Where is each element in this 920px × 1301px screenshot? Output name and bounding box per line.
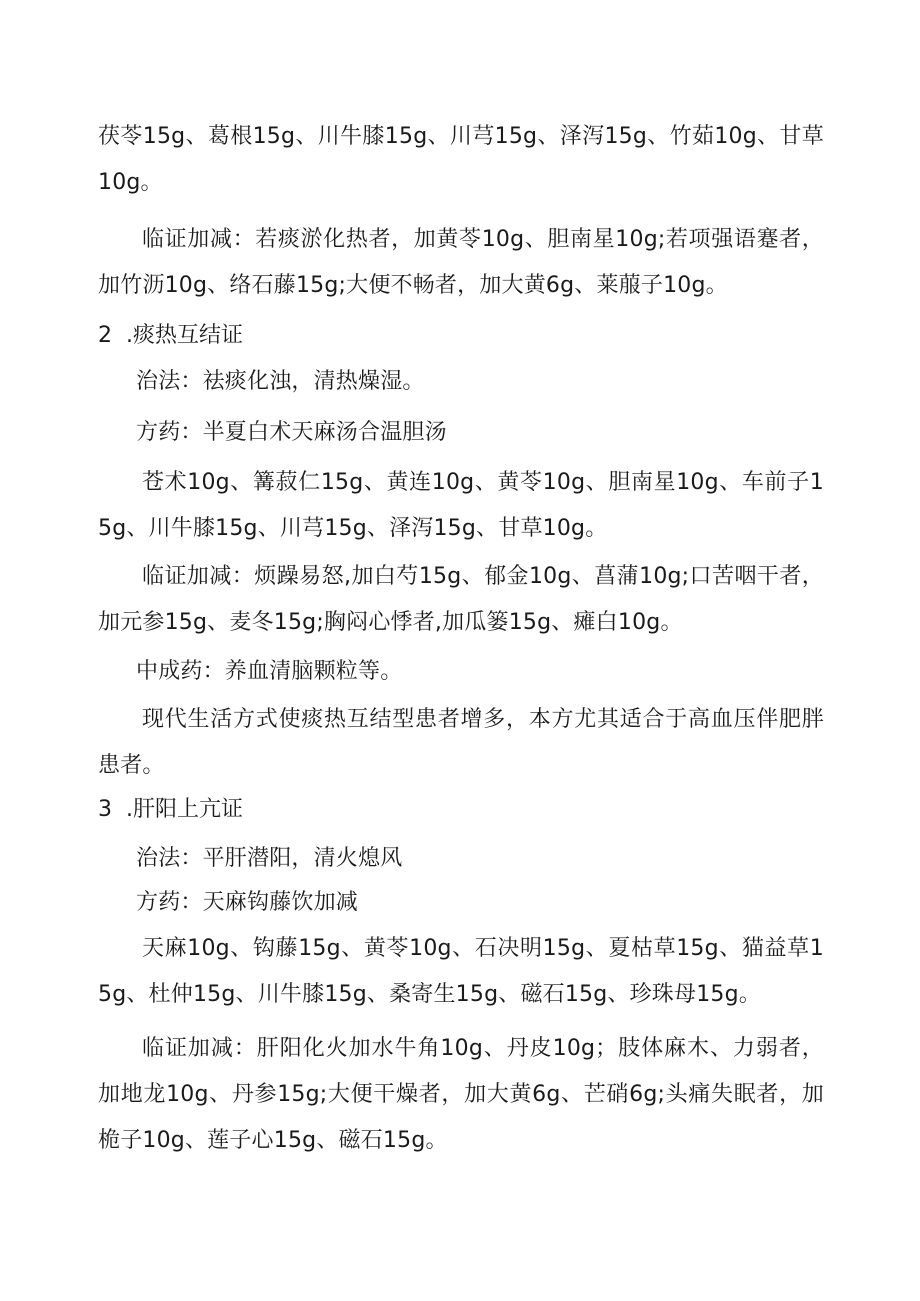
section2-treatment: 治法：祛痰化浊，清热燥湿。 [136,369,425,394]
section3-herbs: 天麻10g、钩藤15g、黄苓10g、石决明15g、夏枯草15g、猫益草15g、杜仲15g、川牛膝15g、桑寄生15g、磁石15g、珍珠母15g。 [98,936,824,1007]
section3-formula: 方药：天麻钩藤饮加减 [136,890,359,915]
section2-note: 现代生活方式使痰热互结型患者增多，本方尤其适合于高血压伴肥胖患者。 [98,707,824,778]
section3-number: 3 [98,797,112,822]
section2-number: 2 [98,323,112,348]
section3-heading [98,787,243,833]
section3-modifications: 临证加减：肝阳化火加水牛角10g、丹皮10g；肢体麻木、力弱者，加地龙10g、丹参15g;大便干燥者，加大黄6g、芒硝6g;头痛失眠者，加桅子10g、莲子心15g、磁石15g。 [98,1036,824,1153]
section1-herbs-tail: 茯苓15g、葛根15g、川牛膝15g、川芎15g、泽泻15g、竹茹10g、甘草10g。 [98,124,824,195]
section2-modifications: 临证加减：烦躁易怒,加白芍15g、郁金10g、菖蒲10g;口苦咽干者，加元参15g、麦冬15g;胸闷心悸者,加瓜篓15g、瘫白10g。 [98,564,824,635]
section2-patent-medicine: 中成药：养血清脑颗粒等。 [136,659,403,684]
section2-formula: 方药：半夏白术天麻汤合温胆汤 [136,420,447,445]
section3-title: .肝阳上亢证 [126,797,243,822]
section3-treatment: 治法：平肝潜阳，清火熄风 [136,846,403,871]
section2-heading [98,313,243,359]
section1-modifications: 临证加减：若痰淤化热者，加黄苓10g、胆南星10g;若项强语蹇者，加竹沥10g、络石藤15g;大便不畅者，加大黄6g、莱菔子10g。 [98,227,824,298]
section2-title: .痰热互结证 [126,323,243,348]
section2-herbs: 苍术10g、篝菽仁15g、黄连10g、黄苓10g、胆南星10g、车前子15g、川牛膝15g、川芎15g、泽泻15g、甘草10g。 [98,470,824,541]
